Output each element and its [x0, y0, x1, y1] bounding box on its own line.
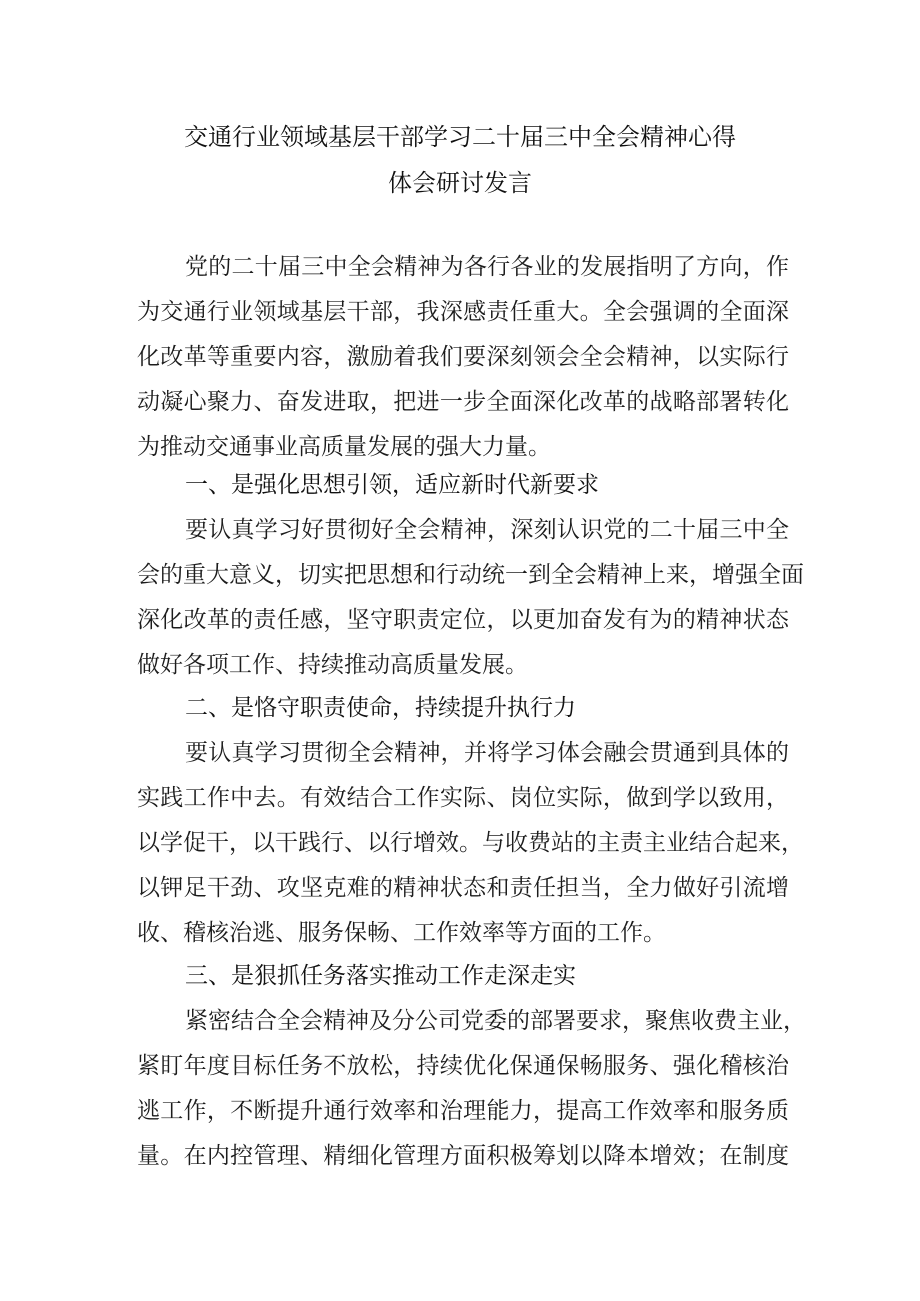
section-3-line: 逃工作，不断提升通行效率和治理能力，提高工作效率和服务质	[137, 1098, 789, 1124]
section-1-line: 做好各项工作、持续推动高质量发展。	[137, 652, 528, 678]
section-3-line: 量。在内控管理、精细化管理方面积极筹划以降本增效；在制度	[137, 1143, 789, 1169]
section-heading-2: 二、是恪守职责使命，持续提升执行力	[185, 695, 576, 721]
intro-line: 化改革等重要内容，激励着我们要深刻领会全会精神，以实际行	[137, 344, 789, 370]
section-heading-1: 一、是强化思想引领，适应新时代新要求	[185, 472, 599, 498]
section-3-line: 紧密结合全会精神及分公司党委的部署要求，聚焦收费主业，	[185, 1008, 806, 1034]
intro-line: 党的二十届三中全会精神为各行各业的发展指明了方向，作	[185, 254, 789, 280]
section-1-line: 会的重大意义，切实把思想和行动统一到全会精神上来，增强全面	[137, 562, 804, 588]
section-1-line: 要认真学习好贯彻好全会精神，深刻认识党的二十届三中全	[185, 517, 789, 543]
intro-line: 动凝心聚力、奋发进取，把进一步全面深化改革的战略部署转化	[137, 389, 789, 415]
section-1-line: 深化改革的责任感，坚守职责定位，以更加奋发有为的精神状态	[137, 607, 789, 633]
document-title-line-1: 交通行业领域基层干部学习二十届三中全会精神心得	[184, 123, 736, 151]
section-2-line: 收、稽核治逃、服务保畅、工作效率等方面的工作。	[137, 920, 666, 946]
section-2-line: 以学促干，以干践行、以行增效。与收费站的主责主业结合起来，	[137, 830, 804, 856]
section-2-line: 以钾足干劲、攻坚克难的精神状态和责任担当，全力做好引流增	[137, 875, 789, 901]
section-3-line: 紧盯年度目标任务不放松，持续优化保通保畅服务、强化稽核治	[137, 1053, 789, 1079]
intro-line: 为推动交通事业高质量发展的强大力量。	[137, 434, 551, 460]
section-heading-3: 三、是狠抓任务落实推动工作走深走实	[185, 963, 576, 989]
document-title-line-2: 体会研讨发言	[388, 169, 532, 197]
section-2-line: 要认真学习贯彻全会精神，并将学习体会融会贯通到具体的	[185, 740, 789, 766]
intro-line: 为交通行业领域基层干部，我深感责任重大。全会强调的全面深	[137, 299, 789, 325]
section-2-line: 实践工作中去。有效结合工作实际、岗位实际，做到学以致用，	[137, 785, 789, 811]
